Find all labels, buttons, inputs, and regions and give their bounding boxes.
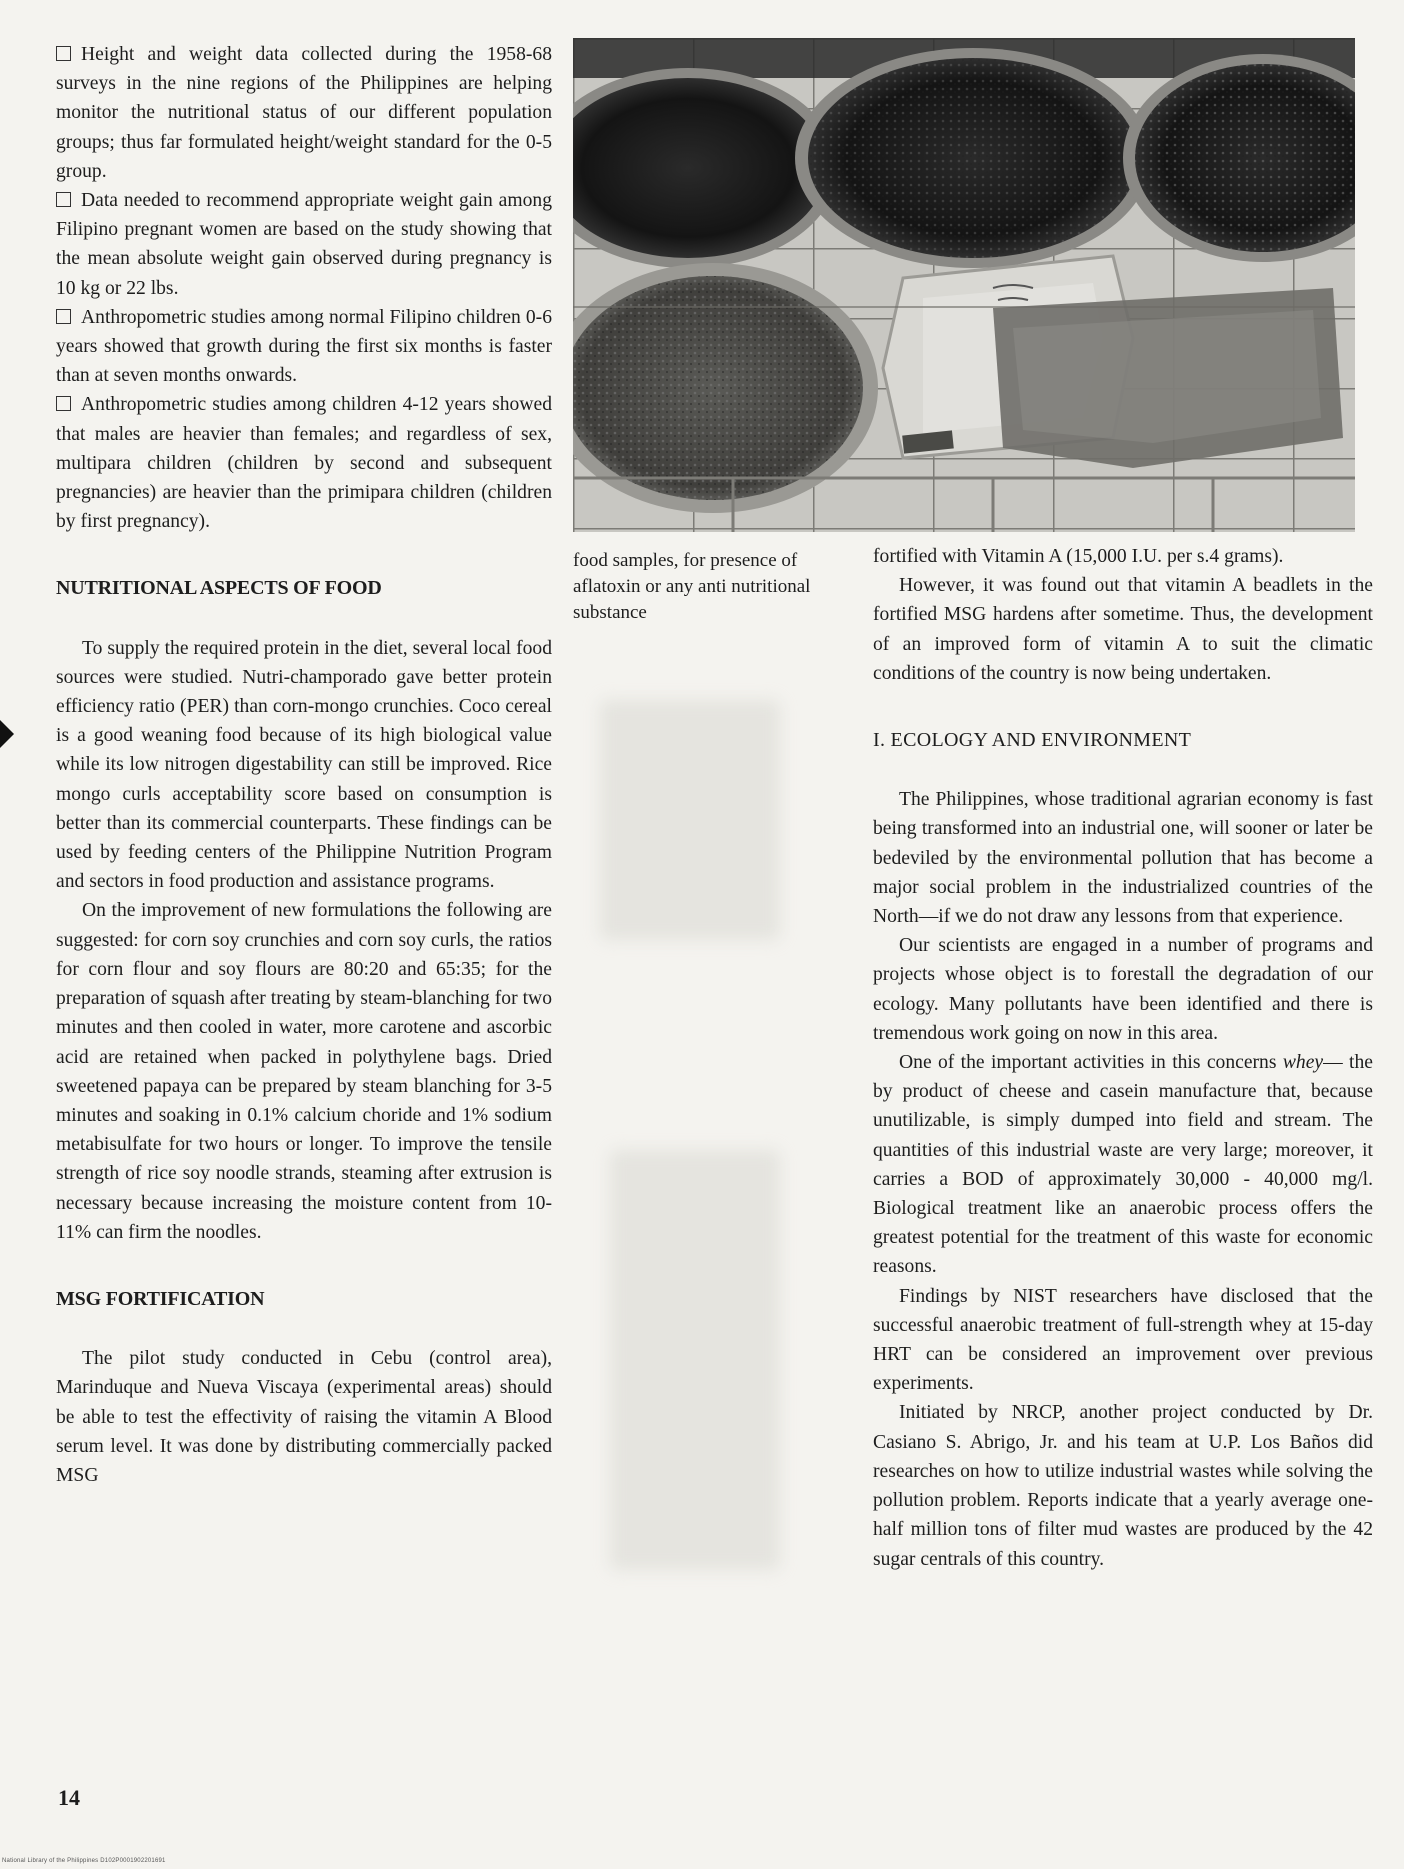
paragraph-whey — [873, 1048, 1373, 1282]
margin-arrow-mark — [0, 720, 14, 748]
paragraph-however: However, it was found out that vitamin A beadlets in the fortified MSG hardens after sometime. Thus, the development of an improved form of vitamin A to suit the climatic conditions of the country is now being undertaken. — [873, 575, 1373, 684]
paragraph-msg-continued: fortified with Vitamin A (15,000 I.U. per s.4 grams). — [873, 546, 1284, 567]
whey-term: whey — [1282, 1052, 1324, 1074]
bullet-text: Height and weight data collected during the 1958-68 surveys in the nine regions of the Philippines are helping monitor the nutritional status of our different population groups; thus far formulated height/weight standard for the 0-5 group. — [56, 44, 552, 182]
whey-text-end: — the by product of cheese and casein manufacture that, because unutilizable, is simply dumped into field and stream. The quantities of this industrial waste are very large; moreover, it carries a BOD of approximately 30,000 - 40,000 mg/l. Biological treatment like an anaerobic process offers the greatest potential for the treatment of this waste for economic reasons. — [873, 1052, 1373, 1278]
checkbox-bullet-icon — [56, 396, 71, 411]
paragraph-scientists: Our scientists are engaged in a number of programs and projects whose object is to forestall the degradation of our ecology. Many pollutants have been identified and there is tremendous work going on now in this area. — [873, 935, 1373, 1044]
paragraph-formulations: On the improvement of new formulations the following are suggested: for corn soy crunchies and corn soy curls, the ratios for corn flour and soy flours are 80:20 and 65:35; for the preparation of squash after treating by steam-blanching for two minutes and then cooled in water, more carotene and ascorbic acid are retained when packed in polythylene bags. Dried sweetened papaya can be prepared by steam blanching for 3-5 minutes and soaking in 0.1% calcium choride and 1% sodium metabisulfate for two hours or longer. To improve the tensile strength of rice soy noodle strands, steaming after extrusion is necessary because increasing the moisture content from 10-11% can firm the noodles. — [56, 900, 552, 1243]
left-column — [56, 40, 552, 1490]
bullet-text: Anthropometric studies among normal Filipino children 0-6 years showed that growth during the first six months is faster than at seven months onwards. — [56, 306, 552, 387]
right-column — [873, 542, 1373, 1574]
food-samples-photo — [573, 38, 1355, 532]
bullet-item — [56, 390, 552, 536]
caption-text: food samples, for presence of aflatoxin or any anti nutritional substance — [573, 550, 811, 623]
paragraph-protein: To supply the required protein in the diet, several local food sources were studied. Nutri-champorado gave better protein efficiency ratio (PER) than corn-mongo crunchies. Coco cereal is a good weaning food because of its high biological value while its low nitrogen digestability can still be improved. Rice mongo curls acceptability score based on consumption is better than its commercial counterparts. These findings can be used by feeding centers of the Philippine Nutrition Program and sectors in food production and assistance programs. — [56, 637, 552, 893]
bullet-item — [56, 40, 552, 186]
heading-msg-fortification: MSG FORTIFICATION — [56, 1287, 265, 1310]
food-samples-photo-graphic — [573, 38, 1355, 532]
bullet-text: Anthropometric studies among children 4-12 years showed that males are heavier than females; and regardless of sex, multipara children (children by second and subsequent pregnancies) are heavier than the primipara children (children by first pregnancy). — [56, 394, 552, 533]
scan-footer: National Library of the Philippines D102P0001902201691 — [2, 1858, 166, 1864]
bullet-item — [56, 186, 552, 303]
paragraph-msg: The pilot study conducted in Cebu (control area), Marinduque and Nueva Viscaya (experimental areas) should be able to test the effectivity of raising the vitamin A Blood serum level. It was done by distributing commercially packed MSG — [56, 1348, 552, 1486]
whey-text-start: One of the important activities in this concerns — [899, 1052, 1283, 1074]
bullet-text: Data needed to recommend appropriate weight gain among Filipino pregnant women are based on the study showing that the mean absolute weight gain observed during pregnancy is 10 kg or 22 lbs. — [56, 190, 552, 299]
checkbox-bullet-icon — [56, 309, 71, 324]
paragraph-nist: Findings by NIST researchers have disclosed that the successful anaerobic treatment of full-strength whey at 15-day HRT can be considered an improvement over previous experiments. — [873, 1285, 1373, 1395]
heading-ecology-environment: I. ECOLOGY AND ENVIRONMENT — [873, 729, 1192, 752]
checkbox-bullet-icon — [56, 192, 71, 207]
paragraph-nrcp: Initiated by NRCP, another project conducted by Dr. Casiano S. Abrigo, Jr. and his team at U.P. Los Baños did researches on how to utilize industrial wastes while solving the pollution problem. Reports indicate that a yearly average one-half million tons of filter mud wastes are produced by the 42 sugar centrals of this country. — [873, 1402, 1373, 1570]
page-number: 14 — [58, 1785, 80, 1810]
scan-smudge — [610, 1150, 780, 1570]
checkbox-bullet-icon — [56, 46, 71, 61]
bullet-item — [56, 303, 552, 391]
photo-caption — [573, 548, 853, 626]
scan-smudge — [600, 700, 780, 940]
paragraph-agrarian: The Philippines, whose traditional agrarian economy is fast being transformed into an industrial one, will sooner or later be bedeviled by the environmental pollution that has become a major social problem in the industrialized countries of the North—if we do not draw any lessons from that experience. — [873, 789, 1373, 928]
heading-nutritional-aspects: NUTRITIONAL ASPECTS OF FOOD — [56, 577, 382, 600]
